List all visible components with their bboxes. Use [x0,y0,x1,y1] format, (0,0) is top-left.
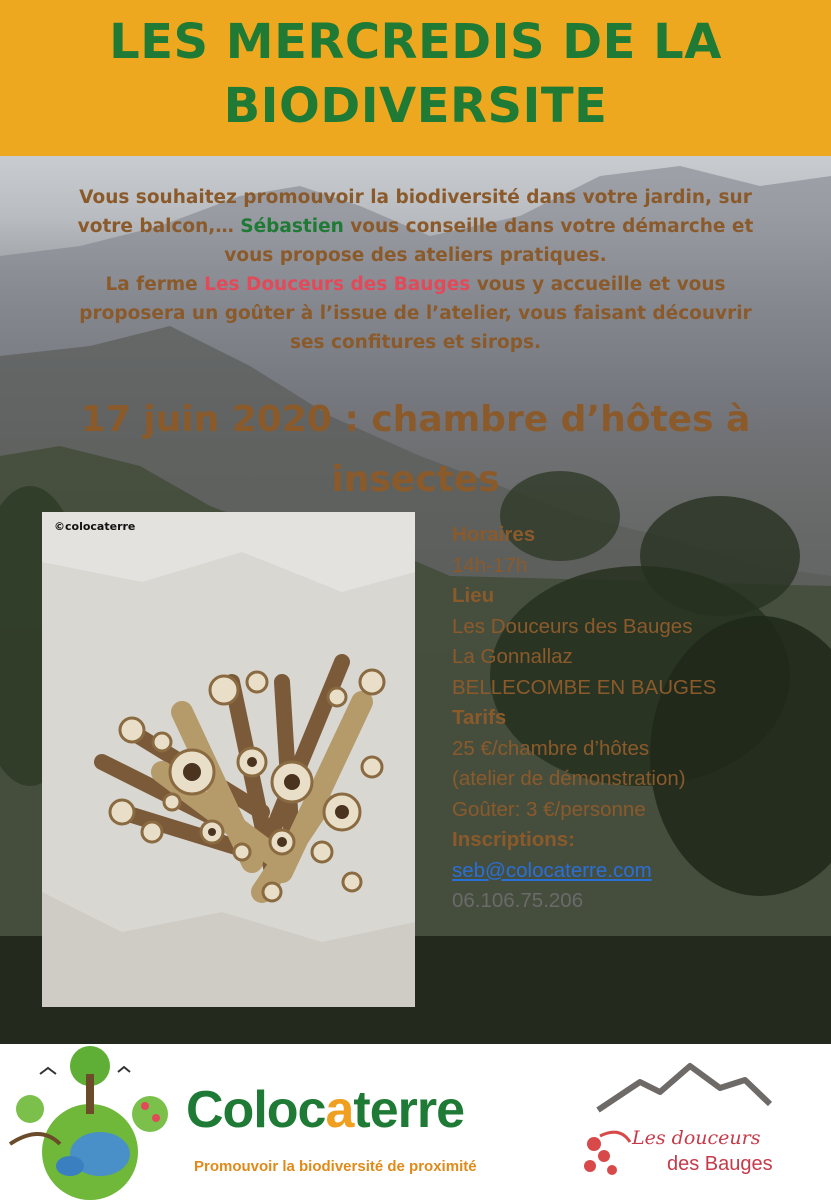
tarifs-line: Goûter: 3 €/personne [452,797,646,821]
event-title-line1: 17 juin 2020 : chambre d’hôtes à [80,399,751,440]
intro-line: ses confitures et sirops. [289,332,541,353]
event-title-line2: insectes [331,459,500,500]
logo-text: c [297,1081,326,1139]
logo-text-accent: a [325,1081,354,1139]
event-title [30,390,801,510]
email-link[interactable]: seb@colocaterre.com [452,858,652,882]
page-title-line2: BIODIVERSITE [223,78,608,134]
intro-text: vous conseille dans votre démarche et [343,216,754,237]
horaires-value: 14h-17h [452,553,528,577]
lieu-line: Les Douceurs des Bauges [452,614,693,638]
intro-line: Vous souhaitez promouvoir la biodiversité dans votre jardin, sur [79,187,752,208]
insect-hotel-photo [42,512,415,1007]
host-name: Sébastien [240,216,344,237]
lieu-label: Lieu [452,584,495,607]
photo-credit: ©colocaterre [54,520,136,533]
intro-text: vous y accueille et vous [470,274,726,295]
douceurs-logo-line1: Les douceurs [632,1127,761,1149]
page-title [0,10,831,138]
tarifs-line: (atelier de démonstration) [452,767,686,790]
tarifs-line: 25 €/chambre d’hôtes [452,736,650,760]
intro-line [40,212,791,241]
lieu-line: La Gonnallaz [452,645,573,668]
intro-line: proposera un goûter à l’issue de l’atelier, vous faisant découvrir [79,303,752,324]
intro-text: votre balcon,… [77,216,241,237]
tarifs-label: Tarifs [452,706,507,729]
event-info [452,520,812,917]
colocaterre-tagline: Promouvoir la biodiversité de proximité [194,1158,477,1175]
intro-line [40,270,791,299]
intro-line: vous propose des ateliers pratiques. [224,245,607,266]
colocaterre-logo [186,1080,464,1140]
douceurs-logo-line2: des Bauges [667,1153,773,1175]
logo-text: Colo [186,1081,298,1139]
colocaterre-globe-icon [10,1046,168,1200]
farm-name: Les Douceurs des Bauges [204,274,471,295]
inscriptions-label: Inscriptions: [452,828,576,851]
intro-text: La ferme [105,274,205,295]
page-title-line1: LES MERCREDIS DE LA [109,14,722,70]
lieu-line: BELLECOMBE EN BAUGES [452,675,717,699]
logo-text: terre [353,1081,465,1139]
horaires-label: Horaires [452,523,536,546]
intro-paragraph [40,183,791,357]
phone-number: 06.106.75.206 [452,889,584,912]
